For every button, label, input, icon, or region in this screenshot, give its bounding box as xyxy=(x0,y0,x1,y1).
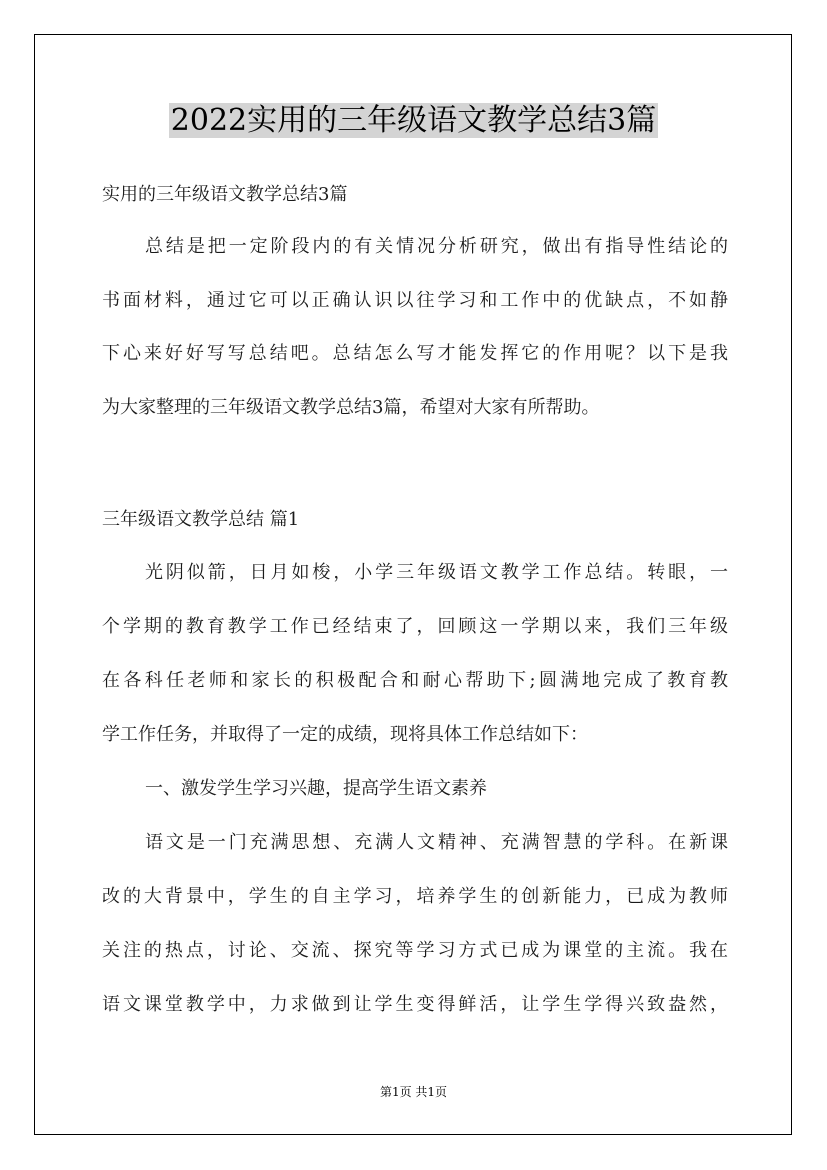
document-title-text: 2022实用的三年级语文教学总结3篇 xyxy=(170,103,657,138)
para2-line-1: 语文是一门充满思想、充满人文精神、充满智慧的学科。在新课 xyxy=(145,832,728,853)
para1-line-1: 光阴似箭，日月如梭，小学三年级语文教学工作总结。转眼，一 xyxy=(145,562,728,583)
intro-line-2: 书面材料，通过它可以正确认识以往学习和工作中的优缺点，不如静 xyxy=(102,290,728,311)
para1-line-2: 个学期的教育教学工作已经结束了，回顾这一学期以来，我们三年级 xyxy=(102,616,728,637)
para1-line-3: 在各科任老师和家长的积极配合和耐心帮助下;圆满地完成了教育教 xyxy=(102,670,728,691)
intro-line-3: 下心来好好写写总结吧。总结怎么写才能发挥它的作用呢？以下是我 xyxy=(102,343,728,364)
page-footer: 第1页 共1页 xyxy=(379,1085,448,1099)
subheading: 一、激发学生学习兴趣，提高学生语文素养 xyxy=(145,778,487,799)
document-title xyxy=(0,98,827,144)
intro-line-1: 总结是把一定阶段内的有关情况分析研究，做出有指导性结论的 xyxy=(145,236,728,257)
para2-line-3: 关注的热点，讨论、交流、探究等学习方式已成为课堂的主流。我在 xyxy=(102,940,728,961)
section-heading: 三年级语文教学总结 篇1 xyxy=(102,509,300,530)
document-subtitle: 实用的三年级语文教学总结3篇 xyxy=(102,184,348,205)
intro-line-4: 为大家整理的三年级语文教学总结3篇，希望对大家有所帮助。 xyxy=(102,397,600,418)
para2-line-2: 改的大背景中，学生的自主学习，培养学生的创新能力，已成为教师 xyxy=(102,886,728,907)
para2-line-4: 语文课堂教学中，力求做到让学生变得鲜活，让学生学得兴致盎然， xyxy=(102,994,728,1015)
para1-line-4: 学工作任务，并取得了一定的成绩，现将具体工作总结如下： xyxy=(102,724,588,745)
